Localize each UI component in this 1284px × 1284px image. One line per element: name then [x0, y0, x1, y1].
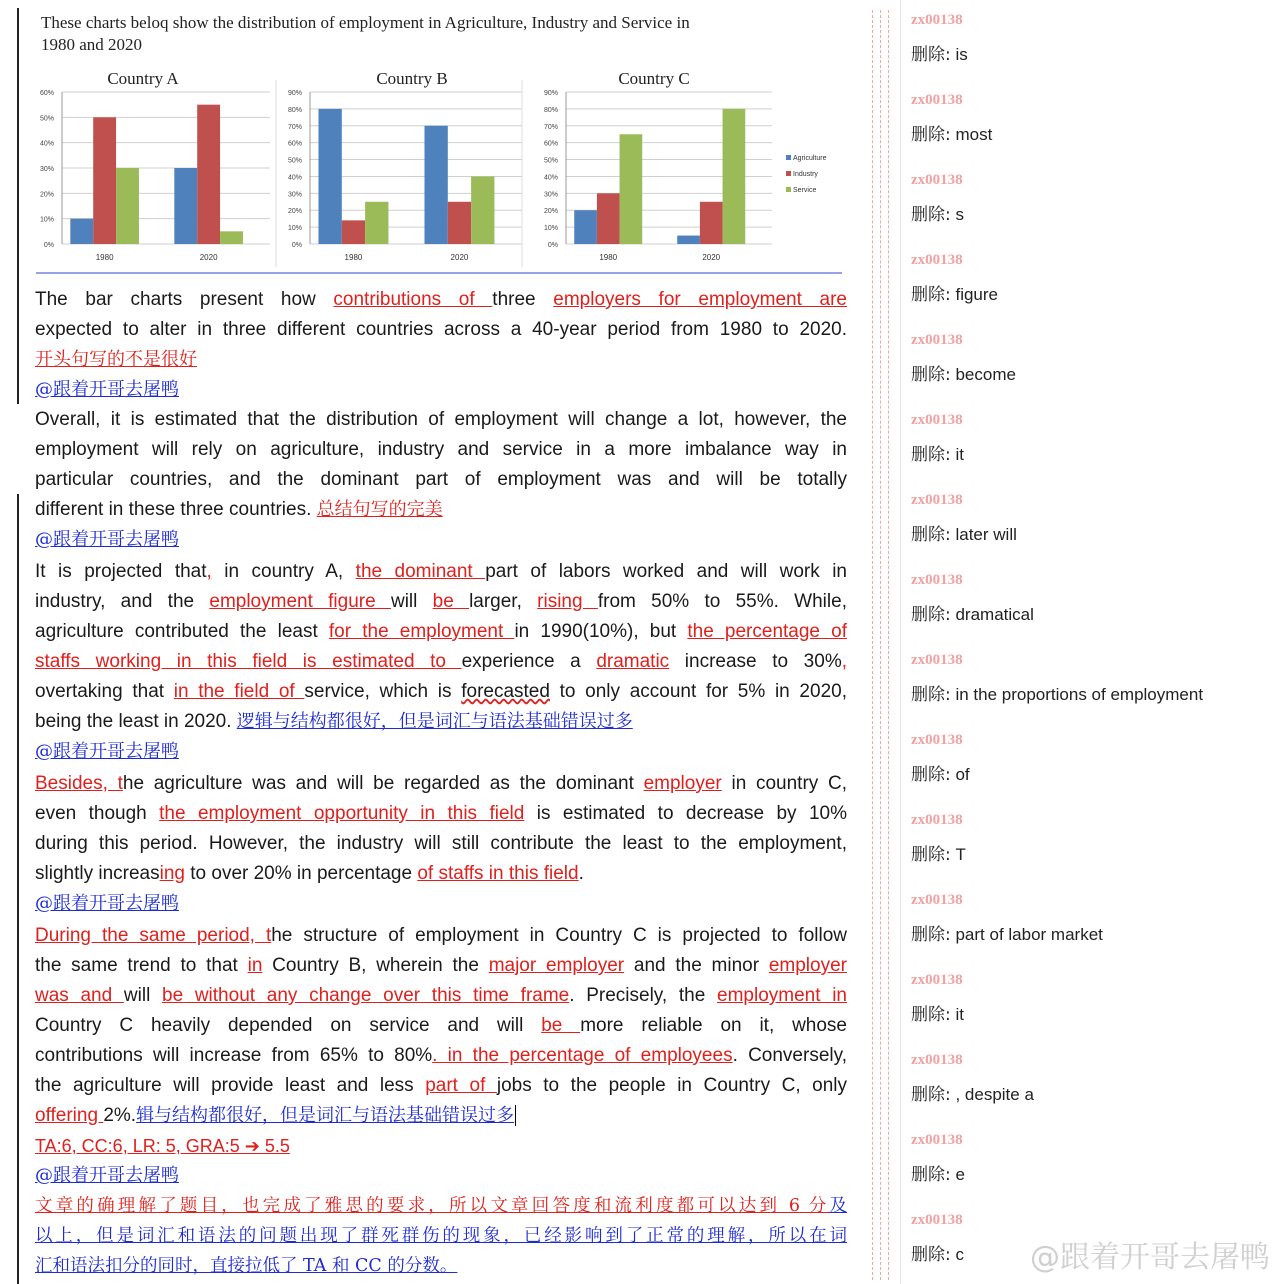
comment-author: zx00138 — [911, 572, 963, 588]
y-tick-label: 20% — [39, 191, 54, 199]
comment-body — [911, 1000, 1271, 1025]
revision-comment[interactable] — [911, 1052, 1271, 1105]
mention-link[interactable]: @跟着开哥去屠鸭 — [35, 893, 179, 914]
revision-comment[interactable] — [911, 652, 1271, 705]
bar-agriculture-1980 — [70, 219, 93, 244]
comment-label: 删除: — [911, 685, 951, 705]
comment-text: become — [955, 365, 1016, 384]
bar-industry-1980 — [93, 117, 116, 244]
paragraph-intro[interactable] — [35, 285, 847, 405]
comment-label: 删除: — [911, 845, 951, 865]
y-tick-label: 10% — [543, 225, 558, 233]
y-tick-label: 20% — [543, 208, 558, 216]
inline-comment: 开头句写的不是很好 — [35, 349, 197, 370]
comment-label: 删除: — [911, 445, 951, 465]
text-line: 以上，但是词汇和语法的问题出现了群死群伤的现象，已经影响到了正常的理解，所以在词 — [35, 1226, 847, 1246]
y-tick-label: 50% — [39, 115, 54, 123]
bar-service-1980 — [620, 134, 643, 244]
text-line: During the same period, the structure of employment in Country C is projected to follow — [35, 925, 847, 946]
y-tick-label: 30% — [287, 191, 302, 199]
text-line: 文章的确理解了题目，也完成了雅思的要求，所以文章回答度和流利度都可以达到 6 分及 — [35, 1196, 847, 1216]
comment-label: 删除: — [911, 1165, 951, 1185]
revision-comment[interactable] — [911, 92, 1271, 145]
bar-agriculture-1980 — [574, 210, 597, 244]
text-line — [35, 889, 847, 919]
comment-author: zx00138 — [911, 972, 963, 988]
comment-label: 删除: — [911, 205, 951, 225]
text-line — [35, 1131, 847, 1161]
task-prompt — [41, 12, 801, 56]
bar-agriculture-2020 — [174, 168, 197, 244]
score-line: TA:6, CC:6, LR: 5, GRA:5 ➔ 5.5 — [35, 1136, 290, 1156]
y-tick-label: 0% — [43, 242, 54, 249]
text-line: particular countries, and the dominant part of employment was and will be totally — [35, 469, 847, 490]
final-comment[interactable] — [35, 1191, 847, 1281]
revision-comment[interactable] — [911, 412, 1271, 465]
revision-comment[interactable] — [911, 892, 1271, 945]
comment-body — [911, 40, 1271, 65]
text-line — [35, 1161, 847, 1191]
comment-text: part of labor market — [955, 925, 1103, 944]
comment-body — [911, 360, 1271, 385]
comment-author: zx00138 — [911, 1132, 963, 1148]
y-tick-label: 30% — [543, 191, 558, 199]
connector-line — [880, 10, 881, 1280]
mention-link[interactable]: @跟着开哥去屠鸭 — [35, 379, 179, 400]
comment-text: it — [955, 1005, 964, 1024]
comment-label: 删除: — [911, 1005, 951, 1025]
comment-author: zx00138 — [911, 12, 963, 28]
text-line: Overall, it is estimated that the distribution of employment will change a lot, however, the — [35, 409, 847, 430]
text-line: different in these three countries. 总结句写的完美 — [35, 499, 443, 520]
bar-industry-2020 — [448, 202, 471, 244]
legend-swatch — [786, 187, 791, 192]
revision-comment[interactable] — [911, 492, 1271, 545]
text-line: slightly increasing to over 20% in percentage of staffs in this field. — [35, 863, 584, 884]
change-bar — [17, 494, 19, 1284]
comment-label: 删除: — [911, 1245, 951, 1265]
legend-label: Service — [793, 187, 817, 194]
inline-comment: 辑与结构都很好，但是词汇与语法基础错误过多 — [136, 1105, 515, 1126]
text-line: agriculture contributed the least for the employment in 1990(10%), but the percentage of — [35, 621, 847, 642]
comment-author: zx00138 — [911, 492, 963, 508]
text-line: was and will be without any change over this time frame. Precisely, the employment in — [35, 985, 847, 1006]
revision-comment[interactable] — [911, 972, 1271, 1025]
mention-link[interactable]: @跟着开哥去屠鸭 — [35, 1165, 179, 1186]
text-line — [35, 737, 847, 767]
change-bar — [17, 8, 19, 404]
text-line: 汇和语法扣分的同时，直接拉低了 TA 和 CC 的分数。 — [35, 1256, 458, 1276]
y-tick-label: 70% — [287, 123, 302, 131]
comment-text: in the proportions of employment — [955, 685, 1204, 704]
text-line: offering 2%.辑与结构都很好，但是词汇与语法基础错误过多 — [35, 1105, 515, 1126]
revision-comment[interactable] — [911, 812, 1271, 865]
bar-industry-1980 — [342, 220, 365, 244]
charts-figure — [32, 62, 844, 274]
y-tick-label: 90% — [543, 90, 558, 97]
y-tick-label: 0% — [291, 242, 302, 249]
insertion: employers for employment are — [553, 289, 847, 310]
mention-link[interactable]: @跟着开哥去屠鸭 — [35, 741, 179, 762]
watermark: @跟着开哥去屠鸭 — [1030, 1240, 1270, 1275]
task-line: These charts beloq show the distribution of employment in Agriculture, Industry and Service in — [41, 13, 690, 32]
comment-author: zx00138 — [911, 1052, 963, 1068]
comment-text: most — [955, 125, 993, 144]
text-line: contributions will increase from 65% to 80%. in the percentage of employees. Conversely, — [35, 1045, 847, 1066]
y-tick-label: 10% — [287, 225, 302, 233]
text-line: being the least in 2020. 逻辑与结构都很好，但是词汇与语法基础错误过多 — [35, 711, 633, 732]
text-line — [35, 345, 847, 375]
x-tick-label: 1980 — [344, 253, 363, 262]
y-tick-label: 60% — [39, 90, 54, 97]
comment-text: , despite a — [955, 1085, 1034, 1104]
comment-body — [911, 120, 1271, 145]
insertion: contributions of — [333, 289, 493, 310]
revision-comment[interactable] — [911, 732, 1271, 785]
x-tick-label: 1980 — [599, 253, 618, 262]
chart-title: Country C — [618, 69, 690, 88]
text-line — [35, 525, 847, 555]
text-line: during this period. However, the industry will still contribute the least to the employment, — [35, 833, 847, 854]
text-line: the agriculture will provide least and less part of jobs to the people in Country C, only — [35, 1075, 847, 1096]
comment-text: of — [955, 765, 970, 784]
y-tick-label: 60% — [287, 140, 302, 148]
legend-swatch — [786, 171, 791, 176]
x-tick-label: 1980 — [95, 253, 114, 262]
connector-line — [872, 10, 873, 1280]
comment-text: c — [955, 1245, 964, 1264]
bar-service-2020 — [220, 231, 243, 244]
comment-text: figure — [955, 285, 998, 304]
comment-label: 删除: — [911, 125, 951, 145]
text-line: staffs working in this field is estimated to experience a dramatic increase to 30%, — [35, 651, 847, 672]
y-tick-label: 90% — [287, 90, 302, 97]
comment-author: zx00138 — [911, 252, 963, 268]
bar-charts — [32, 62, 844, 274]
comment-text: s — [955, 205, 964, 224]
y-tick-label: 40% — [287, 174, 302, 182]
comment-author: zx00138 — [911, 732, 963, 748]
y-tick-label: 0% — [547, 242, 558, 249]
x-tick-label: 2020 — [450, 253, 469, 262]
bar-agriculture-2020 — [677, 236, 700, 244]
y-tick-label: 70% — [543, 123, 558, 131]
paragraph-country-c[interactable] — [35, 921, 847, 1191]
revision-comment[interactable] — [911, 572, 1271, 625]
comment-text: it — [955, 445, 964, 464]
comment-author: zx00138 — [911, 652, 963, 668]
text-line — [35, 375, 847, 405]
text-line: It is projected that, in country A, the dominant part of labors worked and will work in — [35, 561, 848, 582]
y-tick-label: 50% — [287, 157, 302, 165]
mention-link[interactable]: @跟着开哥去屠鸭 — [35, 529, 179, 550]
revision-comment[interactable] — [911, 172, 1271, 225]
y-tick-label: 80% — [543, 106, 558, 114]
inline-comment: 逻辑与结构都很好，但是词汇与语法基础错误过多 — [236, 711, 633, 732]
comment-text: is — [955, 45, 968, 64]
paragraph-country-b[interactable] — [35, 769, 847, 919]
bar-industry-2020 — [197, 105, 220, 244]
comment-author: zx00138 — [911, 812, 963, 828]
comment-author: zx00138 — [911, 332, 963, 348]
comment-label: 删除: — [911, 45, 951, 65]
comment-label: 删除: — [911, 605, 951, 625]
bar-industry-1980 — [597, 193, 620, 244]
text-cursor — [515, 1105, 516, 1126]
comment-text: T — [955, 845, 966, 864]
text-line: expected to alter in three different countries across a 40-year period from 1980 to 2020. — [35, 319, 847, 340]
y-tick-label: 80% — [287, 106, 302, 114]
comment-text: dramatical — [955, 605, 1034, 624]
text-line: Besides, the agriculture was and will be regarded as the dominant employer in country C, — [35, 773, 847, 794]
text-line: The bar charts present how contributions of three employers for employment are — [35, 289, 847, 310]
comment-author: zx00138 — [911, 92, 963, 108]
comment-text: e — [955, 1165, 965, 1184]
comment-author: zx00138 — [911, 412, 963, 428]
bar-service-2020 — [723, 109, 746, 244]
text-line: even though the employment opportunity in this field is estimated to decrease by 10% — [35, 803, 847, 824]
task-line: 1980 and 2020 — [41, 35, 143, 54]
comment-body — [911, 200, 1271, 225]
comment-label: 删除: — [911, 1085, 951, 1105]
legend-label: Agriculture — [793, 155, 827, 162]
comment-body — [911, 680, 1271, 705]
comment-body — [911, 280, 1271, 305]
comment-author: zx00138 — [911, 892, 963, 908]
comment-label: 删除: — [911, 285, 951, 305]
bar-service-1980 — [365, 202, 388, 244]
inline-comment: 总结句写的完美 — [316, 499, 443, 520]
bar-service-2020 — [471, 176, 494, 244]
connector-line — [888, 10, 889, 1280]
text-line: Country C heavily depended on service and will be more reliable on it, whose — [35, 1015, 847, 1036]
y-tick-label: 40% — [39, 140, 54, 148]
y-tick-label: 10% — [39, 216, 54, 224]
comment-body — [911, 1160, 1271, 1185]
x-tick-label: 2020 — [702, 253, 721, 262]
comment-label: 删除: — [911, 765, 951, 785]
bar-agriculture-1980 — [318, 109, 341, 244]
revision-comment[interactable] — [911, 252, 1271, 305]
comment-body — [911, 760, 1271, 785]
comment-label: 删除: — [911, 525, 951, 545]
comment-body — [911, 520, 1271, 545]
bar-service-1980 — [116, 168, 139, 244]
paragraph-overview[interactable] — [35, 405, 847, 555]
chart-title: Country B — [376, 69, 448, 88]
text-line: industry, and the employment figure will be larger, rising from 50% to 55%. While, — [35, 591, 847, 612]
revision-comment[interactable] — [911, 332, 1271, 385]
comment-body — [911, 840, 1271, 865]
y-tick-label: 50% — [543, 157, 558, 165]
y-tick-label: 30% — [39, 166, 54, 173]
x-tick-label: 2020 — [199, 253, 218, 262]
legend-label: Industry — [793, 171, 818, 178]
comment-label: 删除: — [911, 365, 951, 385]
bar-agriculture-2020 — [424, 126, 447, 244]
comment-body — [911, 440, 1271, 465]
comments-sidebar — [900, 0, 1284, 1284]
comment-body — [911, 920, 1271, 945]
y-tick-label: 60% — [543, 140, 558, 148]
chart-title: Country A — [107, 69, 179, 88]
comment-text: later will — [955, 525, 1017, 544]
y-tick-label: 40% — [543, 174, 558, 182]
revision-comment[interactable] — [911, 1132, 1271, 1185]
bar-industry-2020 — [700, 202, 723, 244]
text-line: the same trend to that in Country B, wherein the major employer and the minor employer — [35, 955, 847, 976]
text-line: overtaking that in the field of service, which is forecasted to only account for 5% in 2020, — [35, 681, 847, 702]
comment-body — [911, 1080, 1271, 1105]
y-tick-label: 20% — [287, 208, 302, 216]
comment-author: zx00138 — [911, 1212, 963, 1228]
comment-author: zx00138 — [911, 172, 963, 188]
text-line: employment will rely on agriculture, industry and service in a more imbalance way in — [35, 439, 847, 460]
legend-swatch — [786, 155, 791, 160]
paragraph-country-a[interactable] — [35, 557, 847, 767]
comment-label: 删除: — [911, 925, 951, 945]
comment-body — [911, 600, 1271, 625]
revision-comment[interactable] — [911, 12, 1271, 65]
